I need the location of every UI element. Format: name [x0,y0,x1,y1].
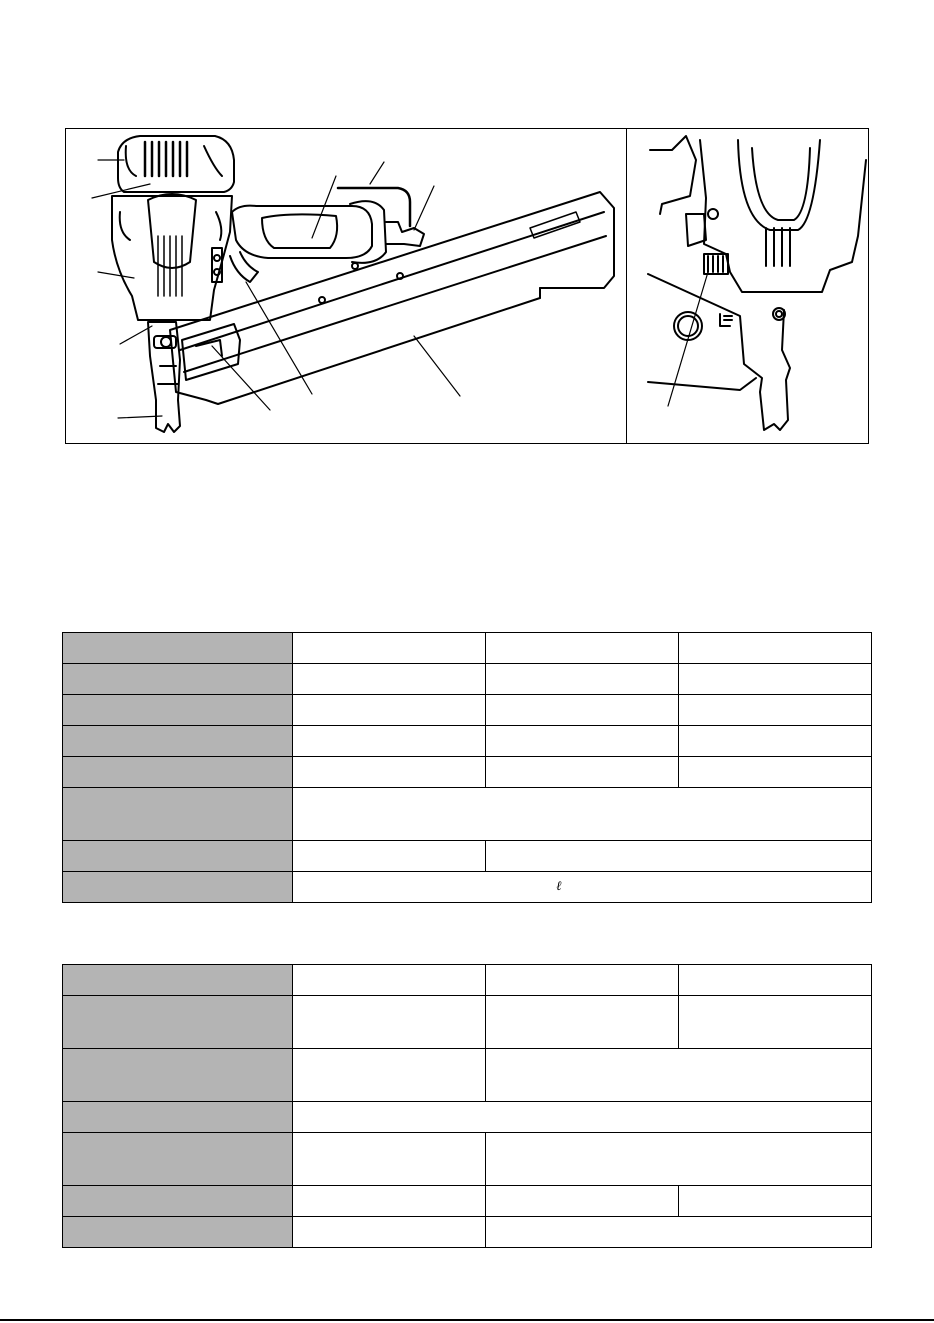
table-row [63,757,872,788]
table-row [63,1049,872,1102]
table-row [63,788,872,841]
bottom-rule [0,1319,934,1321]
table-row [63,1186,872,1217]
spec-table-1 [62,632,872,903]
table-row [63,1217,872,1248]
spec-table-2 [62,964,872,1248]
table-row [63,695,872,726]
table-row [63,841,872,872]
table-row [63,996,872,1049]
nailer-side-view [92,136,614,432]
table-row [63,965,872,996]
table-row [63,633,872,664]
table-row [63,664,872,695]
liter-symbol: ℓ [556,879,562,894]
table-row [63,1102,872,1133]
table-row [63,726,872,757]
nailer-illustration [0,0,934,460]
table-row [63,1133,872,1186]
nailer-detail-view [648,136,866,430]
table-row [63,872,872,903]
